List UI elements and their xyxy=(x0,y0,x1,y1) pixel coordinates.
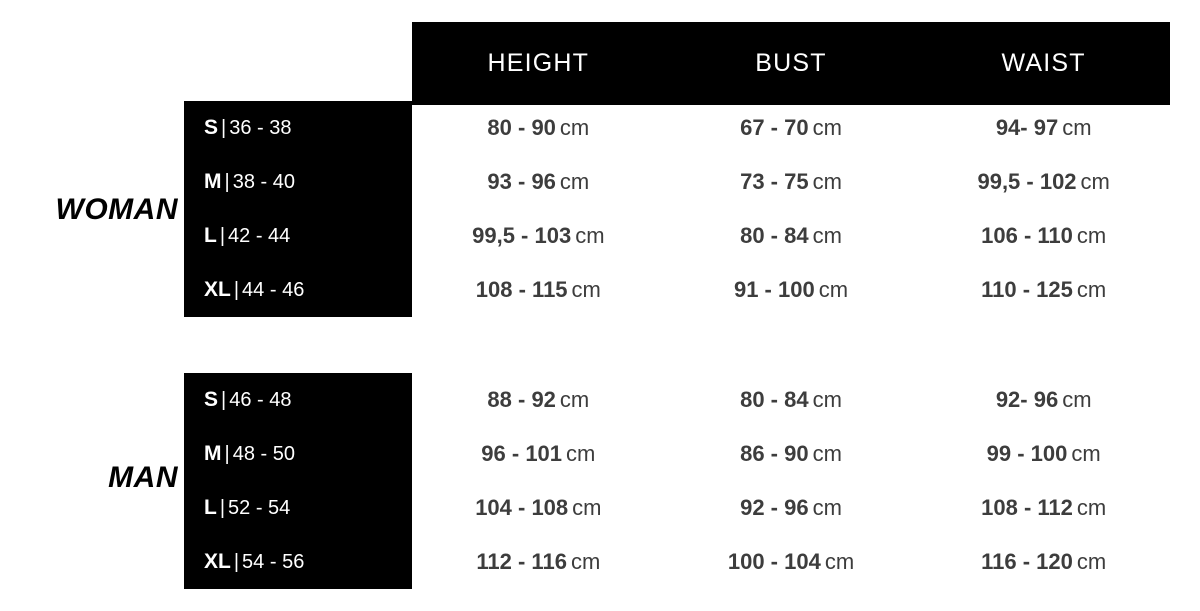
bust-value: 86 - 90 xyxy=(740,441,809,466)
size-cell xyxy=(184,442,412,466)
size-label: L xyxy=(204,224,217,247)
size-eu: 44 - 46 xyxy=(242,279,305,301)
unit-label: cm xyxy=(1080,169,1110,194)
height-value: 80 - 90 xyxy=(487,115,556,140)
size-eu: 54 - 56 xyxy=(242,551,305,573)
size-separator: | xyxy=(233,279,240,301)
size-cell xyxy=(184,170,412,194)
size-separator: | xyxy=(224,443,230,465)
height-cell xyxy=(412,549,665,575)
group-label-woman: WOMAN xyxy=(55,193,178,226)
size-eu: 52 - 54 xyxy=(228,497,291,519)
unit-label: cm xyxy=(812,387,842,412)
unit-label: cm xyxy=(1076,277,1107,302)
height-value: 99,5 - 103 xyxy=(472,223,572,248)
size-eu: 42 - 44 xyxy=(228,225,291,247)
group-label-man: MAN xyxy=(108,461,178,494)
bust-cell xyxy=(665,387,918,413)
size-separator: | xyxy=(221,389,227,411)
table-row xyxy=(184,481,1170,535)
unit-label: cm xyxy=(570,549,601,574)
unit-label: cm xyxy=(812,115,842,140)
waist-cell xyxy=(917,115,1170,141)
bust-value: 92 - 96 xyxy=(740,495,809,520)
waist-cell xyxy=(917,387,1170,413)
man-rows xyxy=(184,373,1170,589)
waist-value: 116 - 120 xyxy=(981,549,1073,574)
unit-label: cm xyxy=(559,169,590,194)
table-row xyxy=(184,535,1170,589)
unit-label: cm xyxy=(812,441,842,466)
size-separator: | xyxy=(233,551,240,573)
size-label: M xyxy=(204,442,222,465)
unit-label: cm xyxy=(824,549,855,574)
unit-label: cm xyxy=(818,277,849,302)
column-header-waist: WAIST xyxy=(1001,49,1086,77)
bust-value: 91 - 100 xyxy=(733,277,815,302)
height-cell xyxy=(412,387,665,413)
size-cell xyxy=(184,278,412,302)
table-row xyxy=(184,101,1170,155)
bust-cell xyxy=(665,441,918,467)
unit-label: cm xyxy=(559,387,590,412)
size-label: L xyxy=(204,496,217,519)
table-row xyxy=(184,209,1170,263)
height-value: 96 - 101 xyxy=(481,441,563,466)
height-cell xyxy=(412,441,665,467)
waist-value: 92- 96 xyxy=(995,387,1059,412)
size-eu: 46 - 48 xyxy=(229,389,292,411)
waist-cell xyxy=(917,549,1170,575)
unit-label: cm xyxy=(1076,495,1107,520)
height-value: 88 - 92 xyxy=(487,387,556,412)
bust-value: 73 - 75 xyxy=(740,169,809,194)
unit-label: cm xyxy=(559,115,590,140)
waist-value: 110 - 125 xyxy=(981,277,1073,302)
table-row xyxy=(184,263,1170,317)
size-separator: | xyxy=(219,497,226,519)
unit-label: cm xyxy=(1062,387,1092,412)
table-header-row xyxy=(412,22,1170,105)
size-cell xyxy=(184,116,412,140)
column-header-height: HEIGHT xyxy=(487,49,590,77)
bust-cell xyxy=(665,169,918,195)
height-value: 104 - 108 xyxy=(475,495,569,520)
bust-value: 67 - 70 xyxy=(740,115,809,140)
unit-label: cm xyxy=(571,277,601,302)
size-label: M xyxy=(204,170,222,193)
size-eu: 36 - 38 xyxy=(229,117,292,139)
size-label: S xyxy=(204,388,219,411)
size-cell xyxy=(184,224,412,248)
waist-value: 94- 97 xyxy=(995,115,1059,140)
bust-cell xyxy=(665,495,918,521)
unit-label: cm xyxy=(1071,441,1101,466)
height-cell xyxy=(412,277,665,303)
waist-value: 106 - 110 xyxy=(981,223,1073,248)
size-separator: | xyxy=(219,225,226,247)
height-cell xyxy=(412,169,665,195)
unit-label: cm xyxy=(1076,549,1107,574)
bust-value: 100 - 104 xyxy=(727,549,821,574)
unit-label: cm xyxy=(1076,223,1107,248)
height-cell xyxy=(412,223,665,249)
waist-cell xyxy=(917,223,1170,249)
height-cell xyxy=(412,115,665,141)
bust-cell xyxy=(665,277,918,303)
bust-cell xyxy=(665,223,918,249)
unit-label: cm xyxy=(572,495,602,520)
height-cell xyxy=(412,495,665,521)
waist-cell xyxy=(917,495,1170,521)
bust-cell xyxy=(665,549,918,575)
unit-label: cm xyxy=(812,169,842,194)
waist-value: 99 - 100 xyxy=(986,441,1068,466)
unit-label: cm xyxy=(1062,115,1092,140)
height-value: 112 - 116 xyxy=(476,549,567,574)
size-eu: 38 - 40 xyxy=(232,171,295,193)
size-label: XL xyxy=(204,278,231,301)
table-row xyxy=(184,427,1170,481)
bust-value: 80 - 84 xyxy=(740,387,809,412)
size-cell xyxy=(184,388,412,412)
waist-cell xyxy=(917,277,1170,303)
bust-value: 80 - 84 xyxy=(740,223,809,248)
height-value: 93 - 96 xyxy=(487,169,556,194)
waist-value: 99,5 - 102 xyxy=(977,169,1077,194)
waist-cell xyxy=(917,169,1170,195)
size-separator: | xyxy=(221,117,227,139)
unit-label: cm xyxy=(566,441,596,466)
size-label: S xyxy=(204,116,219,139)
height-value: 108 - 115 xyxy=(475,277,568,302)
unit-label: cm xyxy=(812,495,842,520)
size-label: XL xyxy=(204,550,231,573)
waist-cell xyxy=(917,441,1170,467)
woman-rows xyxy=(184,101,1170,317)
bust-cell xyxy=(665,115,918,141)
size-separator: | xyxy=(224,171,230,193)
table-row xyxy=(184,373,1170,427)
unit-label: cm xyxy=(812,223,842,248)
unit-label: cm xyxy=(575,223,605,248)
table-row xyxy=(184,155,1170,209)
size-cell xyxy=(184,496,412,520)
size-eu: 48 - 50 xyxy=(232,443,295,465)
size-cell xyxy=(184,550,412,574)
column-header-bust: BUST xyxy=(755,49,827,77)
waist-value: 108 - 112 xyxy=(981,495,1073,520)
